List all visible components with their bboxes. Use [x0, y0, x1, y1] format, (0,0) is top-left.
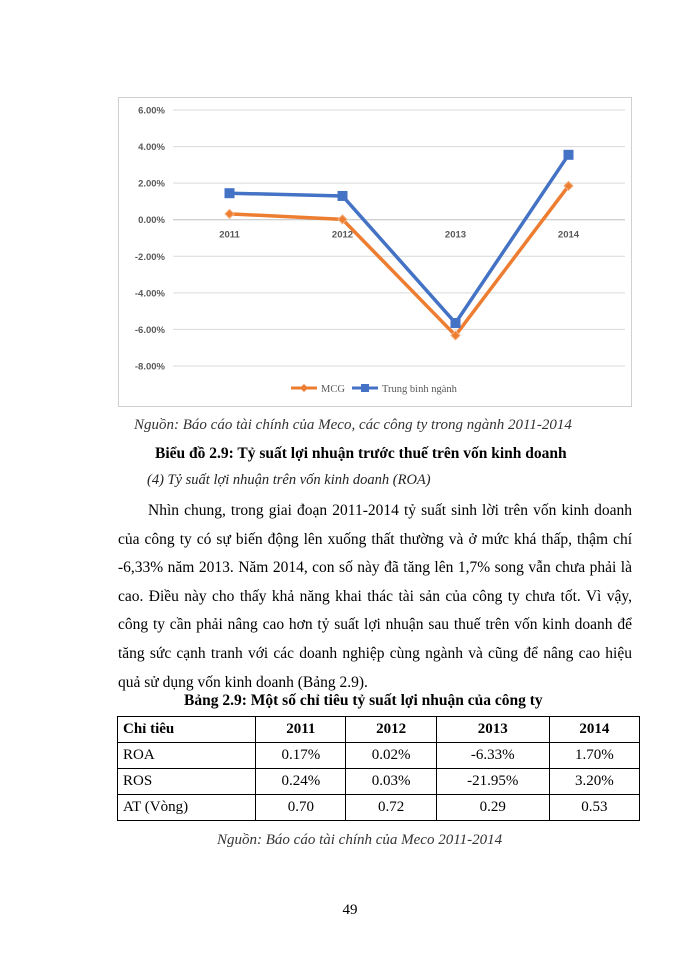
- chart-source-note: Nguồn: Báo cáo tài chính của Meco, các công ty trong ngành 2011-2014: [134, 417, 572, 433]
- y-tick-label: 6.00%: [138, 105, 165, 117]
- data-point: [225, 209, 234, 218]
- table-caption: Bảng 2.9: Một số chỉ tiêu tỷ suất lợi nhuận của công ty: [184, 692, 543, 709]
- data-point: [564, 150, 574, 160]
- table-cell: -21.95%: [436, 769, 549, 795]
- table-cell: 0.03%: [346, 769, 436, 795]
- table-cell: 0.72: [346, 795, 436, 821]
- table-header-cell: 2014: [549, 717, 639, 743]
- table-cell: 0.70: [256, 795, 346, 821]
- table-cell: 1.70%: [549, 743, 639, 769]
- page-number: 49: [342, 902, 358, 918]
- ratio-table: [117, 716, 640, 821]
- y-tick-label: -2.00%: [134, 251, 165, 263]
- data-point: [338, 191, 348, 201]
- x-tick-label: 2011: [219, 229, 240, 241]
- legend-marker-industry-average: [361, 384, 369, 392]
- body-paragraph: Nhìn chung, trong giai đoạn 2011-2014 tỷ suất sinh lời trên vốn kinh doanh của công ty có sự biến động lên xuống thất thường và ở mức khá thấp, thậm chí -6,33% năm 2013. Năm 2014, con số này đã tăng lên 1,7% song vẫn chưa phải là cao. Điều này cho thấy khả năng khai thác tài sản của công ty chưa tốt. Vì vậy, công ty cần phải nâng cao hơn tỷ suất lợi nhuận sau thuế trên vốn kinh doanh để tăng sức cạnh tranh với các doanh nghiệp cùng ngành và cũng để nâng cao hiệu quả sử dụng vốn kinh doanh (Bảng 2.9).: [118, 502, 632, 691]
- table-cell: 0.53: [549, 795, 639, 821]
- data-point: [225, 188, 235, 198]
- table-cell: ROA: [118, 743, 256, 769]
- table-cell: 0.17%: [256, 743, 346, 769]
- table-source-note: Nguồn: Báo cáo tài chính của Meco 2011-2014: [217, 832, 503, 848]
- table-cell: 0.29: [436, 795, 549, 821]
- chart-caption: Biểu đồ 2.9: Tỷ suất lợi nhuận trước thuế trên vốn kinh doanh: [155, 445, 567, 462]
- legend-marker-mcg: [300, 384, 308, 392]
- y-tick-label: 2.00%: [138, 178, 165, 190]
- table-header-cell: 2012: [346, 717, 436, 743]
- series-line-industry-average: [230, 155, 569, 323]
- x-tick-label: 2014: [557, 229, 580, 241]
- table-cell: ROS: [118, 769, 256, 795]
- table-row: [118, 769, 640, 795]
- x-tick-label: 2012: [331, 229, 354, 241]
- table-cell: AT (Vòng): [118, 795, 256, 821]
- data-point: [451, 318, 461, 328]
- table-cell: 3.20%: [549, 769, 639, 795]
- table-cell: -6.33%: [436, 743, 549, 769]
- legend-label-mcg: MCG: [321, 384, 345, 395]
- x-tick-label: 2013: [444, 229, 467, 241]
- section-subheading: (4) Tỷ suất lợi nhuận trên vốn kinh doanh (ROA): [147, 472, 431, 488]
- table-header-cell: Chỉ tiêu: [118, 717, 256, 743]
- line-chart: [118, 97, 632, 407]
- y-tick-label: -6.00%: [134, 324, 165, 336]
- legend-label-industry-average: Trung bình ngành: [382, 384, 457, 395]
- table-cell: 0.02%: [346, 743, 436, 769]
- y-tick-label: -8.00%: [134, 361, 165, 373]
- chart-canvas: [119, 98, 633, 408]
- y-tick-label: 4.00%: [138, 142, 165, 154]
- table-header-cell: 2013: [436, 717, 549, 743]
- table-cell: 0.24%: [256, 769, 346, 795]
- table-header-cell: 2011: [256, 717, 346, 743]
- table-row: [118, 795, 640, 821]
- table-row: [118, 743, 640, 769]
- table-header-row: [118, 717, 640, 743]
- y-tick-label: -4.00%: [134, 288, 165, 300]
- y-tick-label: 0.00%: [138, 215, 165, 227]
